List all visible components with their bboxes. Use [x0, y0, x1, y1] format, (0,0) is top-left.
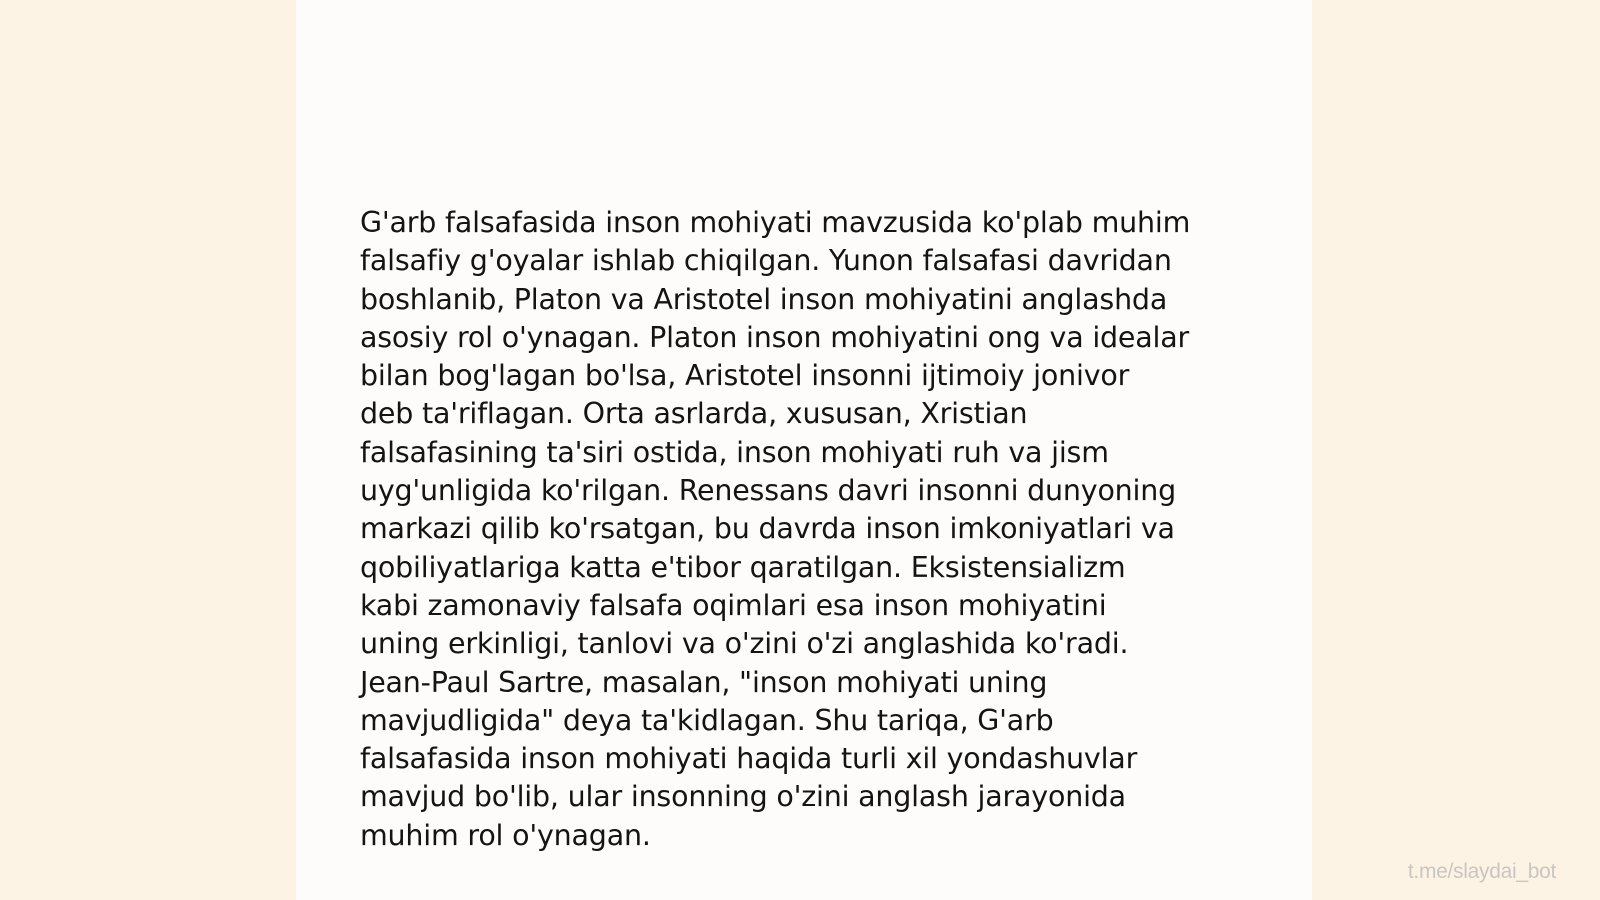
slide-body-text: G'arb falsafasida inson mohiyati mavzusida ko'plab muhim falsafiy g'oyalar ishlab chiqilgan. Yunon falsafasi davridan boshlanib, Platon va Aristotel inson mohiyatini anglashda asosiy rol o'ynagan. Platon inson mohiyatini ong va idealar bilan bog'lagan bo'lsa, Aristotel insonni ijtimoiy jonivor deb ta'riflagan. Orta asrlarda, xususan, Xristian falsafasining ta'siri ostida, inson mohiyati ruh va jism uyg'unligida ko'rilgan. Renessans davri insonni dunyoning markazi qilib ko'rsatgan, bu davrda inson imkoniyatlari va qobiliyatlariga katta e'tibor qaratilgan. Eksistensializm kabi zamonaviy falsafa oqimlari esa inson mohiyatini uning erkinligi, tanlovi va o'zini o'zi anglashida ko'radi. Jean-Paul Sartre, masalan, "inson mohiyati uning mavjudligida" deya ta'kidlagan. Shu tariqa, G'arb falsafasida inson mohiyati haqida turli xil yondashuvlar mavjud bo'lib, ular insonning o'zini anglash jarayonida muhim rol o'ynagan. — [360, 206, 1191, 852]
watermark-text: t.me/slaydai_bot — [1407, 860, 1556, 883]
slide-title — [356, 60, 1256, 170]
slide — [296, 0, 1312, 900]
left-margin-panel — [0, 0, 296, 900]
right-margin-panel — [1312, 0, 1600, 900]
